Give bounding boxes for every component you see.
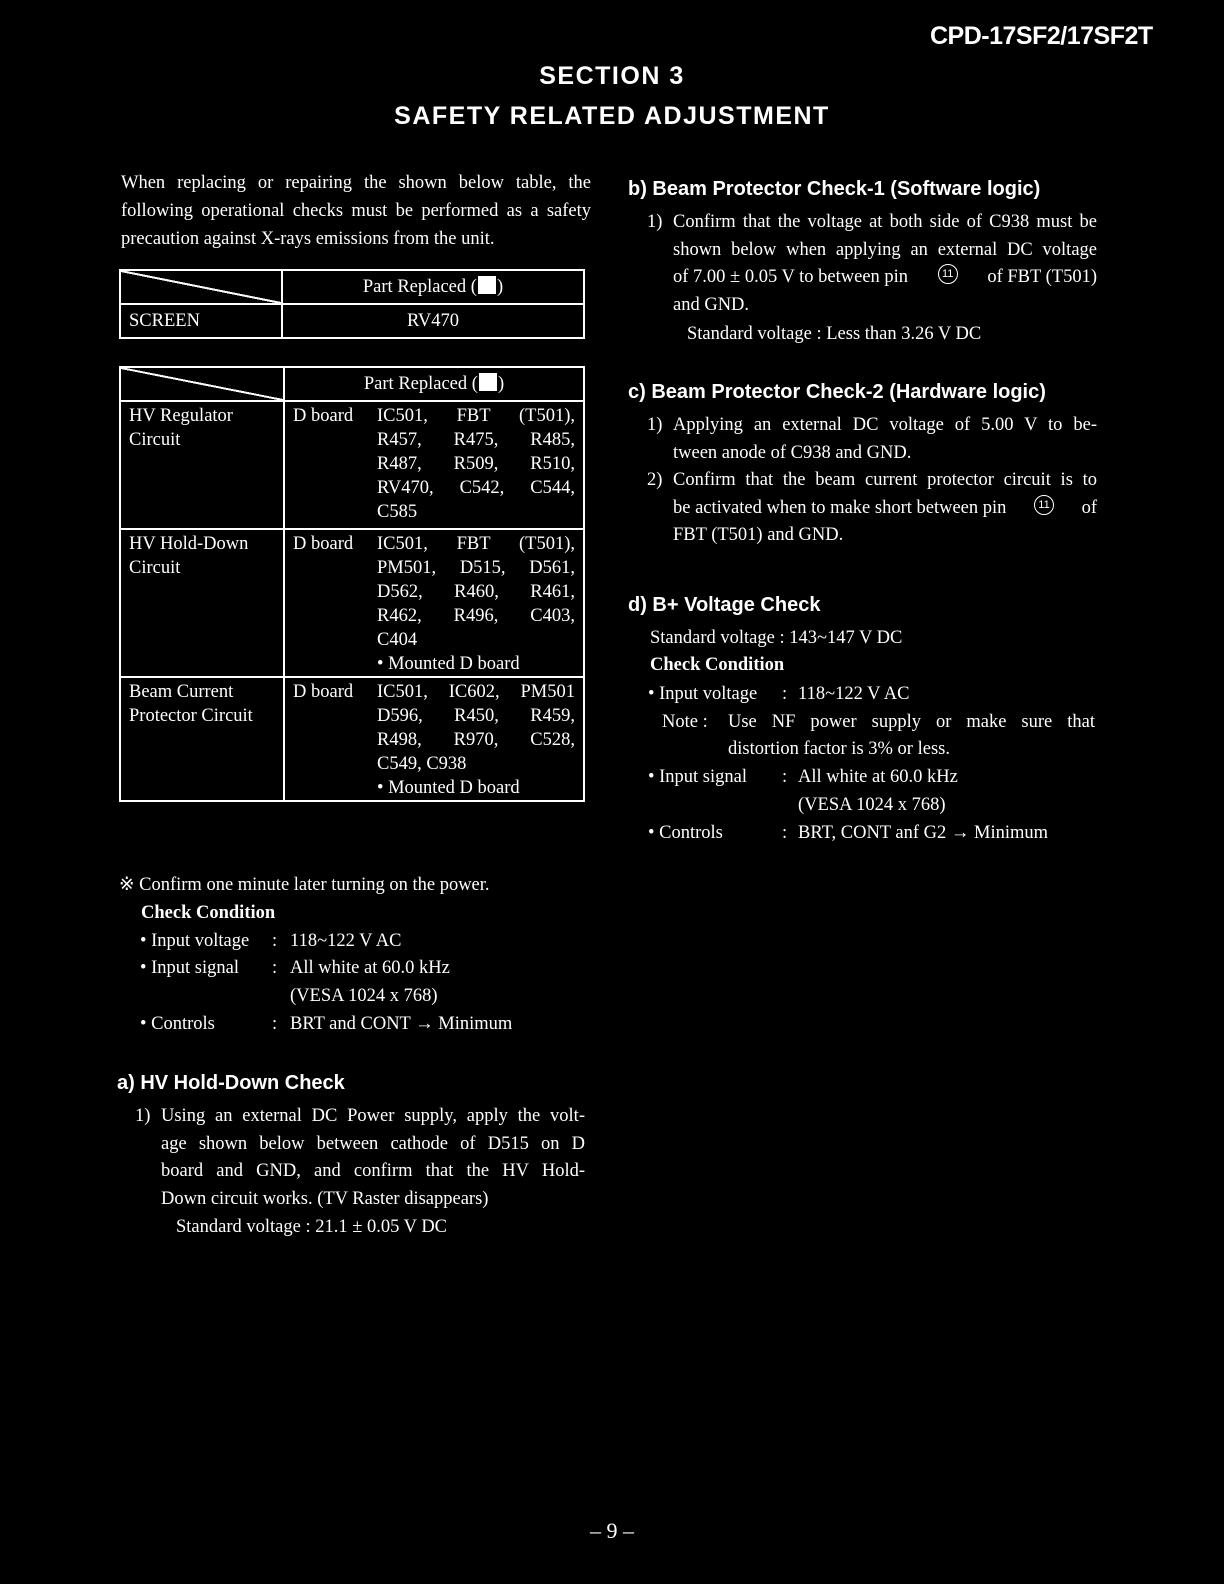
step-number: 1) xyxy=(647,212,663,232)
page-number: – 9 – xyxy=(590,1518,634,1543)
colon: : xyxy=(782,767,788,787)
input-voltage-value: 118~122 V AC xyxy=(290,931,402,951)
step-number: 1) xyxy=(647,415,663,435)
mark-icon xyxy=(478,276,496,294)
note-label: Note : xyxy=(662,712,708,732)
heading-b-plus-voltage: d) B+ Voltage Check xyxy=(628,594,821,616)
input-signal-label: • Input signal xyxy=(648,767,747,787)
standard-voltage: Standard voltage : 21.1 ± 0.05 V DC xyxy=(176,1217,448,1237)
input-signal-format: (VESA 1024 x 768) xyxy=(798,795,946,815)
table-cell: RV470 xyxy=(282,304,584,338)
intro-paragraph: When replacing or repairing the shown below table, the following operational checks must be performed as a safety precaution against X-rays emissions from the unit. xyxy=(121,173,591,249)
input-signal-value: All white at 60.0 kHz xyxy=(290,958,450,978)
colon: : xyxy=(782,684,788,704)
note-text-continued: distortion factor is 3% or less. xyxy=(728,739,950,759)
check-condition-heading: Check Condition xyxy=(650,655,785,675)
controls-label: • Controls xyxy=(648,823,723,843)
table-corner-diagonal xyxy=(120,367,284,401)
input-signal-label: • Input signal xyxy=(140,958,239,978)
colon: : xyxy=(782,823,788,843)
table-row-label: HV Regulator Circuit xyxy=(120,401,284,529)
model-number: CPD-17SF2/17SF2T xyxy=(930,22,1153,50)
page-title: SAFETY RELATED ADJUSTMENT xyxy=(394,102,830,130)
heading-beam-protector-1: b) Beam Protector Check-1 (Software logic) xyxy=(628,178,1041,200)
colon: : xyxy=(272,931,278,951)
heading-hv-hold-down: a) HV Hold-Down Check xyxy=(117,1072,345,1094)
table-row xyxy=(120,529,584,677)
controls-label: • Controls xyxy=(140,1014,215,1034)
table-header: Part Replaced ( ) xyxy=(282,270,584,304)
step-text: Confirm that the voltage at both side of C938 must be shown below when applying an external DC voltage of 7.00 ± 0.05 V to between pin 11 of FBT (T501) and GND. xyxy=(673,212,1097,315)
controls-value: BRT, CONT anf G2 → Minimum xyxy=(798,823,1049,843)
step-text: Applying an external DC voltage of 5.00 V to be- tween anode of C938 and GND. xyxy=(673,415,1097,463)
parts-replaced-table xyxy=(119,366,585,802)
confirm-note: ※ Confirm one minute later turning on the power. xyxy=(119,875,490,895)
input-signal-value: All white at 60.0 kHz xyxy=(798,767,958,787)
table-corner-diagonal xyxy=(120,270,282,304)
table-row-label: Beam Current Protector Circuit xyxy=(120,677,284,801)
table-cell: D board IC501, FBT (T501), R457, R475, R485, R487, R509, R510, RV470, C542, C544, C585 xyxy=(284,401,584,529)
table-cell: D board IC501, FBT (T501), PM501, D515, D561, D562, R460, R461, R462, R496, C403, C404 • Mounted D board xyxy=(284,529,584,677)
screen-parts-table xyxy=(119,269,585,339)
check-condition-heading: Check Condition xyxy=(141,903,276,923)
mark-icon xyxy=(479,373,497,391)
table-row-label: SCREEN xyxy=(120,304,282,338)
table-row xyxy=(120,677,584,801)
table-cell: D board IC501, IC602, PM501 D596, R450, R459, R498, R970, C528, C549, C938 • Mounted D board xyxy=(284,677,584,801)
table-header: Part Replaced ( ) xyxy=(284,367,584,401)
step-number: 1) xyxy=(135,1106,151,1126)
input-voltage-value: 118~122 V AC xyxy=(798,684,910,704)
table-row xyxy=(120,401,584,529)
colon: : xyxy=(272,958,278,978)
note-text: Use NF power supply or make sure that xyxy=(728,712,1095,732)
step-number: 2) xyxy=(647,470,663,490)
standard-voltage: Standard voltage : 143~147 V DC xyxy=(650,628,903,648)
section-number: SECTION 3 xyxy=(539,62,685,90)
pin-number-icon: 11 xyxy=(1034,495,1054,515)
step-text: Using an external DC Power supply, apply the volt- age shown below between cathode of D515 on D board and GND, and confirm that the HV Hold- Down circuit works. (TV Raster disappears) xyxy=(161,1106,585,1209)
standard-voltage: Standard voltage : Less than 3.26 V DC xyxy=(687,324,982,344)
step-text: Confirm that the beam current protector circuit is to be activated when to make short between pin 11 of FBT (T501) and GND. xyxy=(673,470,1097,545)
table-row-label: HV Hold-Down Circuit xyxy=(120,529,284,677)
heading-beam-protector-2: c) Beam Protector Check-2 (Hardware logic) xyxy=(628,381,1046,403)
input-voltage-label: • Input voltage xyxy=(648,684,758,704)
pin-number-icon: 11 xyxy=(938,264,958,284)
controls-value: BRT and CONT → Minimum xyxy=(290,1014,513,1034)
input-voltage-label: • Input voltage xyxy=(140,931,250,951)
input-signal-format: (VESA 1024 x 768) xyxy=(290,986,438,1006)
colon: : xyxy=(272,1014,278,1034)
